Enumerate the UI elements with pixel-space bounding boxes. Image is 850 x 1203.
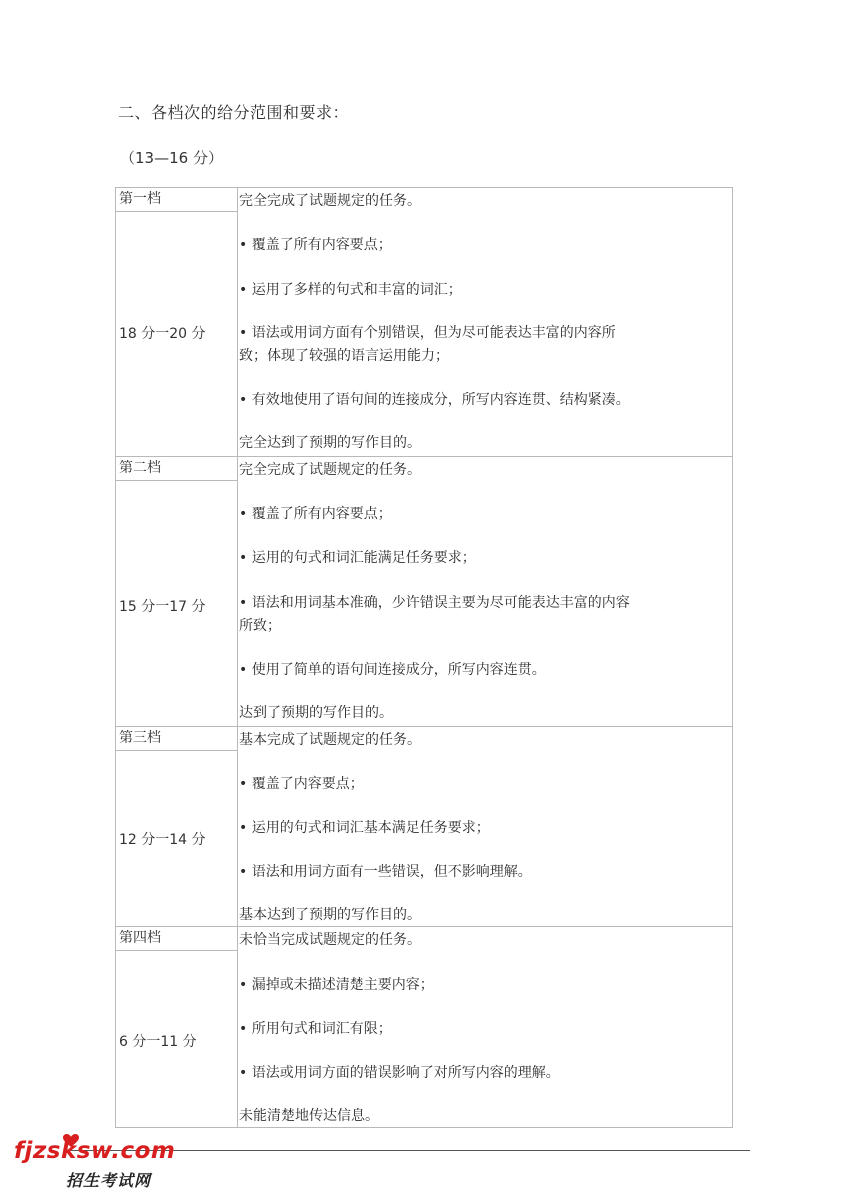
criteria-line: • 语法或用词方面的错误影响了对所写内容的理解。 [239, 1065, 560, 1081]
band-points: 15 分一17 分 [119, 599, 206, 615]
criteria-line: • 使用了简单的语句间连接成分，所写内容连贯。 [239, 662, 546, 678]
criteria-line: • 覆盖了所有内容要点； [239, 237, 392, 253]
band-points: 6 分一11 分 [119, 1034, 197, 1050]
criteria-line: 致；体现了较强的语言运用能力； [239, 348, 449, 364]
band-row-3 [115, 726, 733, 927]
logo-subtext: 招生考试网 [66, 1171, 152, 1190]
band-points: 12 分一14 分 [119, 832, 206, 848]
criteria-line: • 所用句式和词汇有限； [239, 1021, 392, 1037]
criteria-line: • 覆盖了所有内容要点； [239, 506, 392, 522]
logo-text: fjzsksw.com [14, 1138, 176, 1164]
criteria-line: • 语法或用词方面有个别错误，但为尽可能表达丰富的内容所 [239, 325, 616, 341]
criteria-line: • 运用的句式和词汇能满足任务要求； [239, 550, 476, 566]
band-row-4 [115, 926, 733, 1128]
band-criteria [239, 457, 730, 726]
criteria-line: • 运用的句式和词汇基本满足任务要求； [239, 820, 490, 836]
score-range-label: （13—16 分） [120, 149, 223, 167]
criteria-line: • 语法和用词基本准确，少许错误主要为尽可能表达丰富的内容 [239, 595, 630, 611]
band-name: 第三档 [116, 727, 237, 751]
band-label-cell [116, 927, 238, 1127]
band-row-2 [115, 456, 733, 727]
criteria-line: 未恰当完成试题规定的任务。 [239, 932, 421, 948]
band-criteria [239, 927, 730, 1127]
criteria-line: 基本达到了预期的写作目的。 [239, 907, 421, 923]
criteria-line: 达到了预期的写作目的。 [239, 705, 393, 721]
criteria-line: 未能清楚地传达信息。 [239, 1108, 379, 1124]
band-label-cell [116, 457, 238, 726]
criteria-line: 完全完成了试题规定的任务。 [239, 193, 421, 209]
criteria-line: • 语法和用词方面有一些错误，但不影响理解。 [239, 864, 532, 880]
band-name: 第二档 [116, 457, 237, 481]
criteria-line: 完全完成了试题规定的任务。 [239, 462, 421, 478]
band-row-1 [115, 187, 733, 457]
criteria-line: • 运用了多样的句式和丰富的词汇； [239, 282, 462, 298]
band-name: 第一档 [116, 188, 237, 212]
band-label-cell [116, 727, 238, 926]
band-criteria [239, 188, 730, 456]
criteria-line: • 覆盖了内容要点； [239, 776, 364, 792]
criteria-line: • 漏掉或未描述清楚主要内容； [239, 977, 434, 993]
band-criteria [239, 727, 730, 926]
band-label-cell [116, 188, 238, 456]
criteria-line: 完全达到了预期的写作目的。 [239, 435, 421, 451]
band-points: 18 分一20 分 [119, 326, 206, 342]
criteria-line: 所致； [239, 618, 281, 634]
section-heading: 二、各档次的给分范围和要求： [118, 103, 350, 122]
criteria-line: 基本完成了试题规定的任务。 [239, 732, 421, 748]
criteria-line: • 有效地使用了语句间的连接成分，所写内容连贯、结构紧凑。 [239, 392, 630, 408]
band-name: 第四档 [116, 927, 237, 951]
site-logo[interactable] [14, 1138, 174, 1194]
